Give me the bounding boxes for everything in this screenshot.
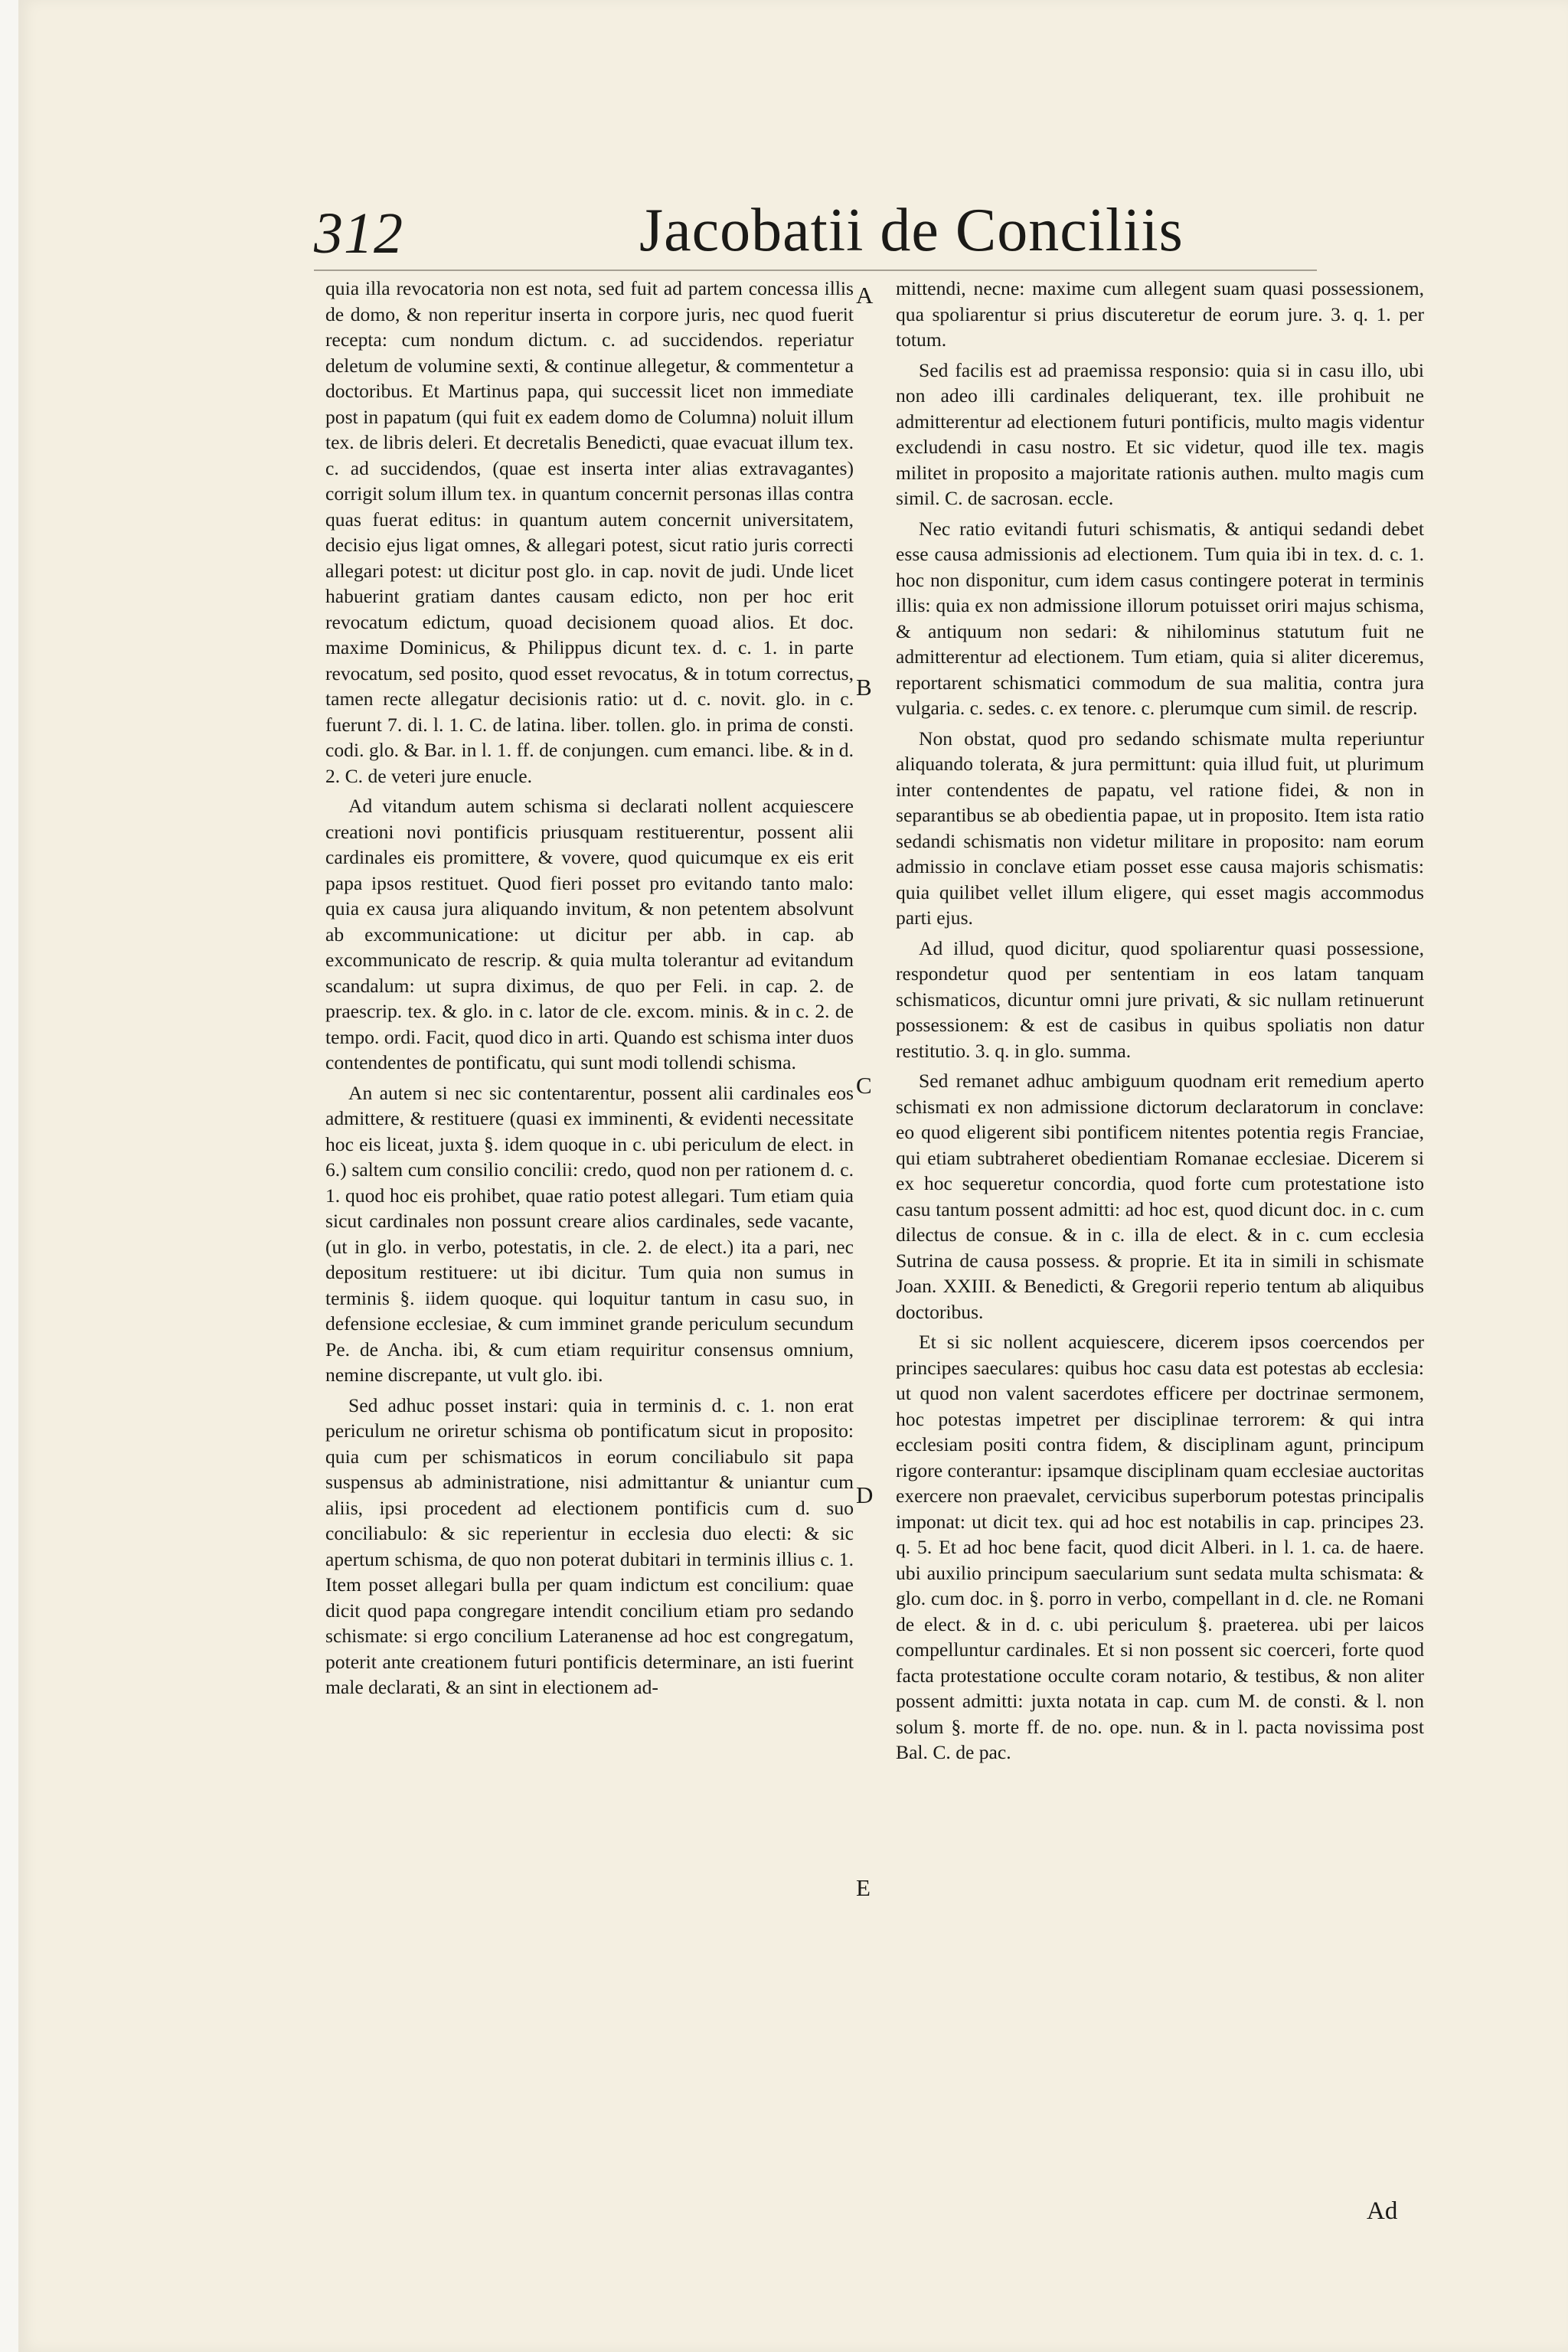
paragraph: Ad vitandum autem schisma si declarati nollent acquiescere creationi novi pontificis priusquam restituerentur, possent alii cardinales eis promittere, & vovere, quod quicumque ex eis erit papa ipsos restituet. Quod fieri posset pro evitando tanto malo: quia ex causa jura aliquando invitum, & non petentem absolvunt ab excommunicatione: ut dicitur per abb. in cap. ab excommunicato de rescrip. & quia multa tolerantur ad evitandum scandalum: ut supra diximus, de quo per Feli. in cap. 2. de praescrip. tex. & glo. in c. lator de cle. excom. minis. & in c. 2. de tempo. ordi. Facit, quod dico in arti. Quando est schisma inter duos contendentes de pontificatu, qui sunt modi tollendi schisma. [325,795,854,1073]
margin-letter-d: D [856,1481,874,1508]
left-column [325,276,854,1705]
paragraph: Nec ratio evitandi futuri schismatis, & antiqui sedandi debet esse causa admissionis ad electionem. Tum quia ibi in tex. d. c. 1. hoc non disponitur, cum idem casus contingere poterat in terminis illis: quia ex non admissione illorum potuisset oriri majus schisma, & antiquum non sedari: & nihilominus statutum fuit ne admitterentur ad electionem. Tum etiam, quia si aliter diceremus, reportarent schismatici commodum de sua malitia, contra jura vulgaria. c. sedes. c. ex tenore. c. plerumque cum simil. de rescrip. [896,517,1424,719]
paragraph: An autem si nec sic contentarentur, possent alii cardinales eos admittere, & restituere (quasi ex imminenti, & evidenti necessitate hoc eis liceat, juxta §. idem quoque in c. ubi periculum de elect. in 6.) saltem cum consilio concilii: credo, quod non per rationem d. c. 1. quod hoc eis prohibet, quae ratio potest allegari. Tum etiam quia sicut cardinales non possunt creare alios cardinales, sede vacante, (ut in glo. in verbo, potestatis, in cle. 2. de elect.) ita a pari, nec depositum restituere: ut ibi dicitur. Tum quia non sumus in terminis §. iidem quoque. qui loquitur tantum in casu suo, in defensione ecclesiae, & cum imminet grande periculum secundum Pe. de Ancha. ibi, & cum etiam requiritur consensus omnium, nemine discrepante, ut vult glo. ibi. [325,1081,854,1386]
margin-letter-e: E [856,1874,871,1901]
paragraph: Et si sic nollent acquiescere, dicerem ipsos coercendos per principes saeculares: quibus hoc casu data est potestas ab ecclesia: ut quod non valent sacerdotes efficere per doctrinae sermonem, hoc potestas impetret per disciplinae terrorem: & qui intra ecclesiam positi contra fidem, & disciplinam agunt, principum rigore conterantur: ipsamque disciplinam quam ecclesiae auctoritas exercere non praevalet, cervicibus superborum potestas principalis imponat: ut dicit tex. qui ad hoc est notabilis in cap. principes 23. q. 5. Et ad hoc bene facit, quod dicit Alberi. in l. 1. ca. de haere. ubi auxilio principum saecularium sunt sedata multa schismata: & glo. cum doc. in §. porro in verbo, compellant in d. cle. ne Romani de elect. & in d. c. ubi periculum §. praeterea. ubi per laicos compelluntur cardinales. Et si non possent sic coerceri, forte quod facta protestatione occulte coram notario, & testibus, & non aliter possent admitti: juxta notata in cap. cum M. de consti. & l. non solum §. morte ff. de no. ope. nun. & in l. pacta novissima post Bal. C. de pac. [896,1331,1424,1763]
paragraph: Ad illud, quod dicitur, quod spoliarentur quasi possessione, respondetur quod per sententiam in eos latam tanquam schismaticos, dicuntur omni jure privati, & sic nullam retinuerunt possessionem: & est de casibus in quibus spoliatis non datur restitutio. 3. q. in glo. summa. [896,936,1424,1062]
running-title: Jacobatii de Conciliis [639,197,1184,264]
paragraph: Non obstat, quod pro sedando schismate multa reperiuntur aliquando tolerata, & jura permittunt: quia illud fuit, ut plurimum inter contendentes de papatu, vel ratione fidei, & non in separantibus se ab obedientia papae, ut in proposito. Item ista ratio sedandi schismatis non videtur militare in proposito: nam eorum admissio in conclave etiam posset esse causa majoris schismatis: quia quilibet vellet illum eligere, qui esset magis accommodus parti ejus. [896,727,1424,929]
paragraph: quia illa revocatoria non est nota, sed fuit ad partem concessa illis de domo, & non reperitur inserta in corpore juris, nec quod fuerit recepta: cum nondum dictum. c. ad succidendos. reperiatur deletum de volumine sexti, & continue allegetur, & commentetur a doctoribus. Et Martinus papa, qui successit licet non immediate post in papatum (qui fuit ex eadem domo de Columna) noluit illum tex. de libris deleri. Et decretalis Benedicti, quae evacuat illum tex. c. ad succidendos, (quae est inserta inter alias extravagantes) corrigit solum illum tex. in quantum concernit personas illas contra quas fuerat editus: in quantum autem concernit universitatem, decisio ejus ligat omnes, & allegari potest, sicut ratio juris correcti allegari potest: ut dicitur post glo. in cap. novit de judi. Unde licet habuerint gratiam dantes causam edicto, non per hoc erit revocatum edictum, quoad decisionem quoad alios. Et doc. maxime Dominicus, & Philippus dicunt tex. d. c. 1. in parte revocatum, sed posito, quod esset revocatus, & in totum correctus, tamen recte allegatur decisionis ratio: ut d. c. novit. glo. in c. fuerunt 7. di. l. 1. C. de latina. liber. tollen. glo. in prima de consti. codi. glo. & Bar. in l. 1. ff. de conjungen. cum emanci. libe. & in d. 2. C. de veteri jure enucle. [325,277,854,787]
right-column [896,276,1424,1770]
page-header [314,197,1286,277]
paragraph: Sed adhuc posset instari: quia in terminis d. c. 1. non erat periculum ne oriretur schisma ob pontificatum sicut in proposito: quia cum per schismaticos in eorum conciliabulo sit papa suspensus ab administratione, nisi admittantur & uniantur cum aliis, ipsi procedent ad electionem pontificis cum d. suo conciliabulo: & sic reperientur in ecclesia duo electi: & sic apertum schisma, de quo non poterat dubitari in terminis illius c. 1. Item posset allegari bulla per quam indictum est concilium: quae dicit quod papa congregare intendit concilium etiam pro sedando schismate: si ergo concilium Lateranense ad hoc est congregatum, poterit ante creationem futuri pontificis determinare, an isti fuerint male declarati, & an sint in electionem ad- [325,1393,854,1698]
catchword: Ad [1367,2197,1398,2225]
page-number: 312 [314,201,403,266]
margin-letter-a: A [856,282,874,309]
header-rule [314,270,1317,271]
margin-letter-c: C [856,1072,872,1099]
margin-letter-b: B [856,674,872,701]
paragraph: Sed facilis est ad praemissa responsio: quia si in casu illo, ubi non adeo illi cardinales deliquerant, tex. ille prohibuit ne admitterentur ad electionem futuri pontificis, multo magis videntur excludendi in casu nostro. Et sic videtur, quod ille tex. magis militet in proposito a majoritate rationis authen. multo magis cum simil. C. de sacrosan. eccle. [896,358,1424,509]
paragraph: Sed remanet adhuc ambiguum quodnam erit remedium aperto schismati ex non admissione dictorum declaratorum in conclave: eo quod eligerent sibi pontificem nitentes potentia regis Franciae, qui etiam subtraheret obedientiam Romanae ecclesiae. Dicerem si ex hoc sequeretur concordia, quod forte cum protestatione isto casu tantum possent admitti: ad hoc est, quod dicunt doc. in c. cum dilectus de consue. & in c. illa de elect. & in c. cum ecclesia Sutrina de causa possess. & proprie. Et ita in simili in schismate Joan. XXIII. & Benedicti, & Gregorii reperio tentum ab aliquibus doctoribus. [896,1070,1424,1323]
paragraph: mittendi, necne: maxime cum allegent suam quasi possessionem, qua spoliarentur si prius discuteretur de eorum jure. 3. q. 1. per totum. [896,277,1424,351]
